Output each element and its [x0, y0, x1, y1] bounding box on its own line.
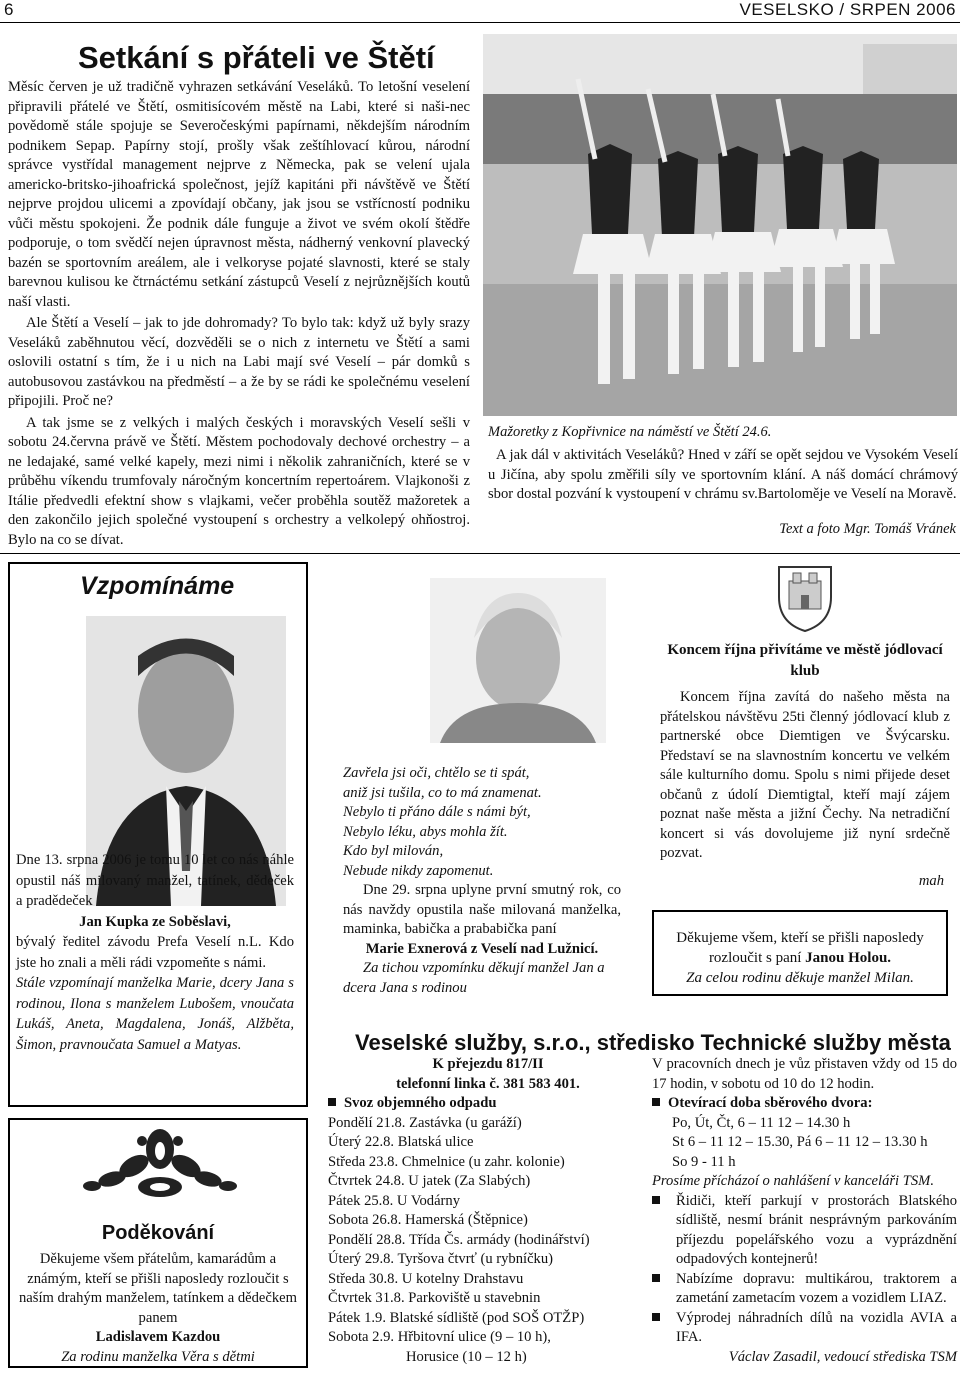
article-paragraph-2: Ale Štětí a Veselí – jak to jde dohromady? To bylo tak: když už byly srazy Veseláků zaběhnutou věcí, dozvěděli se o nich z internetu ve Štětí a sami oslovili ostatní s tím, že i u nich na Labi mají své Veselí – pár domků s autobusovou zastávkou na předměstí – a že by se rádi ke společnému veselení připojili. Proč ne? — [8, 315, 470, 409]
poem-line-4: Nebylo léku, abys mohla žít. — [343, 823, 508, 840]
bullet-icon — [652, 1098, 660, 1106]
memorial-title: Vzpomínáme — [80, 572, 235, 600]
schedule-item: Pátek 25.8. U Vodárny — [328, 1192, 461, 1209]
collection-heading-text: Svoz objemného odpadu — [344, 1095, 497, 1111]
schedule-item: Čtvrtek 31.8. Parkoviště u stavebnin — [328, 1290, 541, 1306]
hours-heading — [652, 1094, 957, 1114]
hours-line: Po, Út, Čt, 6 – 11 12 – 14.30 h — [672, 1114, 851, 1131]
services-left-column — [328, 1055, 648, 1367]
yodel-article — [660, 640, 950, 891]
bullet-text: Řidiči, kteří parkují v prostorách Blatského sídliště, nesmí bránit nesprávným parkováním příjezdu popelářského vozu a vyprázdnění odpadových kontejnerů! — [676, 1192, 957, 1267]
continuation-paragraph: A jak dál v aktivitách Veseláků? Hned v září se opět sejdou ve Vysokém Veselí u Jičína, aby spolu změřili síly ve sportovním klání. A náš domácí chrámový sbor dostal pozvání k vystoupení v chrámu sv.Bartoloměje ve Veselí na Moravě. — [488, 447, 958, 502]
bullet-item — [652, 1192, 957, 1270]
services-address: K přejezdu 817/II — [432, 1056, 544, 1072]
portrait-photo-woman — [430, 578, 606, 743]
weekday-note: V pracovních dnech je vůz přistaven vždy od 15 do 17 hodin, v sobotu od 10 do 12 hodin. — [652, 1056, 957, 1092]
thanks-line-2: Za celou rodinu děkuje manžel Milan. — [686, 970, 914, 986]
poem-line-6: Nebude nikdy zapomenut. — [343, 862, 494, 879]
hours-line: So 9 - 11 h — [672, 1153, 736, 1170]
bullet-item — [652, 1309, 957, 1348]
bullet-text: Výprodej náhradních dílů na vozidla AVIA a IFA. — [676, 1309, 957, 1345]
services-right-column — [652, 1055, 957, 1367]
divider — [0, 553, 960, 554]
bullet-icon — [652, 1313, 660, 1321]
memorial-text — [16, 850, 294, 1055]
article-title: Setkání s přáteli ve Štětí — [78, 40, 435, 75]
schedule-item: Pondělí 28.8. Třída Čs. armády (hodinářství) — [328, 1231, 590, 1248]
page-number: 6 — [4, 0, 14, 19]
collection-heading — [328, 1094, 648, 1114]
yodel-text: Koncem října zavítá do našeho města na přátelskou návštěvu 25ti členný jódlovací klub z partnerské obce Diemtigen ve Švýcarsku. Představí se na slavnostním koncertu ve velkém sále kulturního domu. Spolu s nimi přijede deset občanů z údolí Diemtigtal, kteří mají zájem poznat naše města a jižní Čechy. Na netradiční koncert si vás dovolujeme již nyní srdečně pozvat. — [660, 689, 950, 861]
bullet-text: Nabízíme dopravu: multikárou, traktorem a zametání zametacím vozem a vozidlem LIAZ. — [676, 1270, 957, 1306]
poem-line-3: Nebylo ti přáno dále s námi být, — [343, 804, 531, 820]
schedule-item: Pátek 1.9. Blatské sídliště (pod SOŠ OTŽP) — [328, 1309, 585, 1326]
bullet-icon — [652, 1274, 660, 1282]
podekovani-text — [18, 1250, 298, 1367]
thanks-name: Janou Holou. — [805, 950, 892, 966]
schedule-item-last: Horusice (10 – 12 h) — [406, 1348, 527, 1365]
yodel-signature: mah — [918, 872, 944, 889]
schedule-item: Sobota 2.9. Hřbitovní ulice (9 – 10 h), — [328, 1329, 551, 1345]
podekovani-signature: Za rodinu manželka Věra s dětmi — [61, 1348, 255, 1365]
article-continuation — [488, 446, 958, 505]
memorial2-text-2: Za tichou vzpomínku děkují manžel Jan a dcera Jana s rodinou — [343, 960, 605, 996]
hours-line: St 6 – 11 12 – 15.30, Pá 6 – 11 12 – 13.30 h — [672, 1134, 928, 1150]
schedule-item: Pondělí 21.8. Zastávka (u garáží) — [328, 1114, 522, 1131]
bullet-icon — [328, 1098, 336, 1106]
services-signature: Václav Zasadil, vedoucí střediska TSM — [728, 1348, 957, 1365]
memorial-text-3: Stále vzpomínají manželka Marie, dcery Jana s rodinou, Ilona s manželem Lubošem, vnoučata Lukáš, Aneta, Magdalena, Jonáš, Alžběta, Šimon, pravnoučata Samuel a Matyas. — [16, 975, 294, 1053]
majorettes-photo — [483, 34, 957, 416]
article-paragraph-3: A tak jsme se z velkých i malých českých i moravských Veselí sešli v sobotu 24.června právě ve Štětí. Městem pochodovaly dechové orchestry – a ne ledajaké, samé velké kapely, mezi nimi i několik zahraničních, které se v průběhu víkendu trumfovaly náročným koncertním repertoárem. Vlajkonoši z Itálie předvedli efektní show s vlajkami, večer proběhla soutěž mažoretek a den zakončilo jejich společné vystoupení s orchestry a velkolepý ohňostroj. Bylo na co se dívat. — [8, 414, 470, 548]
thanks-line-1: Děkujeme všem, kteří se přišli naposledy rozloučit s paní — [676, 930, 924, 966]
thanks-box — [652, 910, 948, 996]
memorial2-name: Marie Exnerová z Veselí nad Lužnicí. — [365, 940, 599, 957]
memorial-name: Jan Kupka ze Soběslavi, — [79, 913, 231, 930]
podekovani-box — [8, 1118, 308, 1368]
podekovani-body: Děkujeme všem přátelům, kamarádům a známým, kteří se přišli naposledy rozloučit s naším drahým manželem, tatínkem a dědečkem panem — [19, 1251, 297, 1326]
schedule-item: Čtvrtek 24.8. U jatek (Za Slabých) — [328, 1173, 531, 1189]
memorial-text-2: bývalý ředitel závodu Prefa Veselí n.L. Kdo jste ho znali a měli rádi vzpomeňte s námi. — [16, 934, 294, 971]
podekovani-title: Poděkování — [101, 1222, 215, 1244]
poem-line-5: Kdo byl milován, — [343, 843, 444, 859]
schedule-item: Úterý 22.8. Blatská ulice — [328, 1134, 474, 1150]
services-phone: telefonní linka č. 381 583 401. — [396, 1075, 580, 1092]
schedule-item: Středa 23.8. Chmelnice (u zahr. kolonie) — [328, 1153, 565, 1170]
page-header — [0, 0, 960, 23]
bullet-item — [652, 1270, 957, 1309]
memorial2-text-1: Dne 29. srpna uplyne první smutný rok, co nás navždy opustila naše milovaná manželka, maminka, babička a prababička paní — [343, 882, 621, 937]
bullet-icon — [652, 1196, 660, 1204]
running-title: VESELSKO / SRPEN 2006 — [739, 0, 956, 19]
services-title: Veselské služby, s.r.o., středisko Technické služby města — [355, 1030, 951, 1055]
article-body — [8, 78, 470, 552]
schedule-item: Sobota 26.8. Hamerská (Štěpnice) — [328, 1212, 528, 1228]
article-paragraph-1: Měsíc červen je už tradičně vyhrazen setkávání Veseláků. To letošní veselení připravili přátelé ve Štětí, osmitisícovém městě na Labi, které si naši-nec povědomě stále spojuje se Severočeskými papírnami, někdejším národním podnikem Sepap. Papírny stojí, prošly však zeštíhlovací kůrou, národní správce vystřídal management nejprve z Německa, pak se velení ujala americko-britsko-jihoafrická společnost, jejíž kapitáni při návštěvě ve Štětí nejprve projdou ulicemi a zpovídají občany, jak jsou se vstřícností podniku vůči městu spokojeni. Že podnik dále funguje a život ve svém okolí štědře podporuje, o tom svědčí nejen úpravnost města, nádherný venkovní plavecký bazén se sportovním areálem, ale i velkoryse pojaté slavnosti, které se staly barevnou kulisou ke čtrnáctému setkání zástupců Veselí z nejrůznějších koutů naší vlasti. — [8, 79, 470, 310]
floral-ornament-icon — [82, 1121, 238, 1211]
podekovani-name: Ladislavem Kazdou — [95, 1329, 221, 1345]
schedule-item: Středa 30.8. U kotelny Drahstavu — [328, 1270, 524, 1287]
memorial-text-1: Dne 13. srpna 2006 je tomu 10 let co nás náhle opustil náš milovaný manžel, tatínek, dědeček a pradědeček — [16, 852, 294, 909]
request-note: Prosíme přícházoí o nahlášení v kanceláři TSM. — [652, 1173, 934, 1189]
town-crest-icon — [775, 563, 835, 633]
memorial2-text — [343, 764, 621, 998]
article-signature: Text a foto Mgr. Tomáš Vránek — [779, 521, 956, 537]
schedule-item: Úterý 29.8. Tyršova čtvrť (u rybníčku) — [328, 1251, 554, 1267]
photo-caption: Mažoretky z Kopřivnice na náměstí ve Štětí 24.6. — [488, 424, 772, 440]
poem-line-2: aniž jsi tušila, co to má znamenat. — [343, 784, 542, 801]
poem-line-1: Zavřela jsi oči, chtělo se ti spát, — [343, 765, 530, 781]
hours-heading-text: Otevírací doba sběrového dvora: — [668, 1095, 873, 1111]
yodel-title: Koncem října přivítáme ve městě jódlovací klub — [667, 642, 943, 679]
